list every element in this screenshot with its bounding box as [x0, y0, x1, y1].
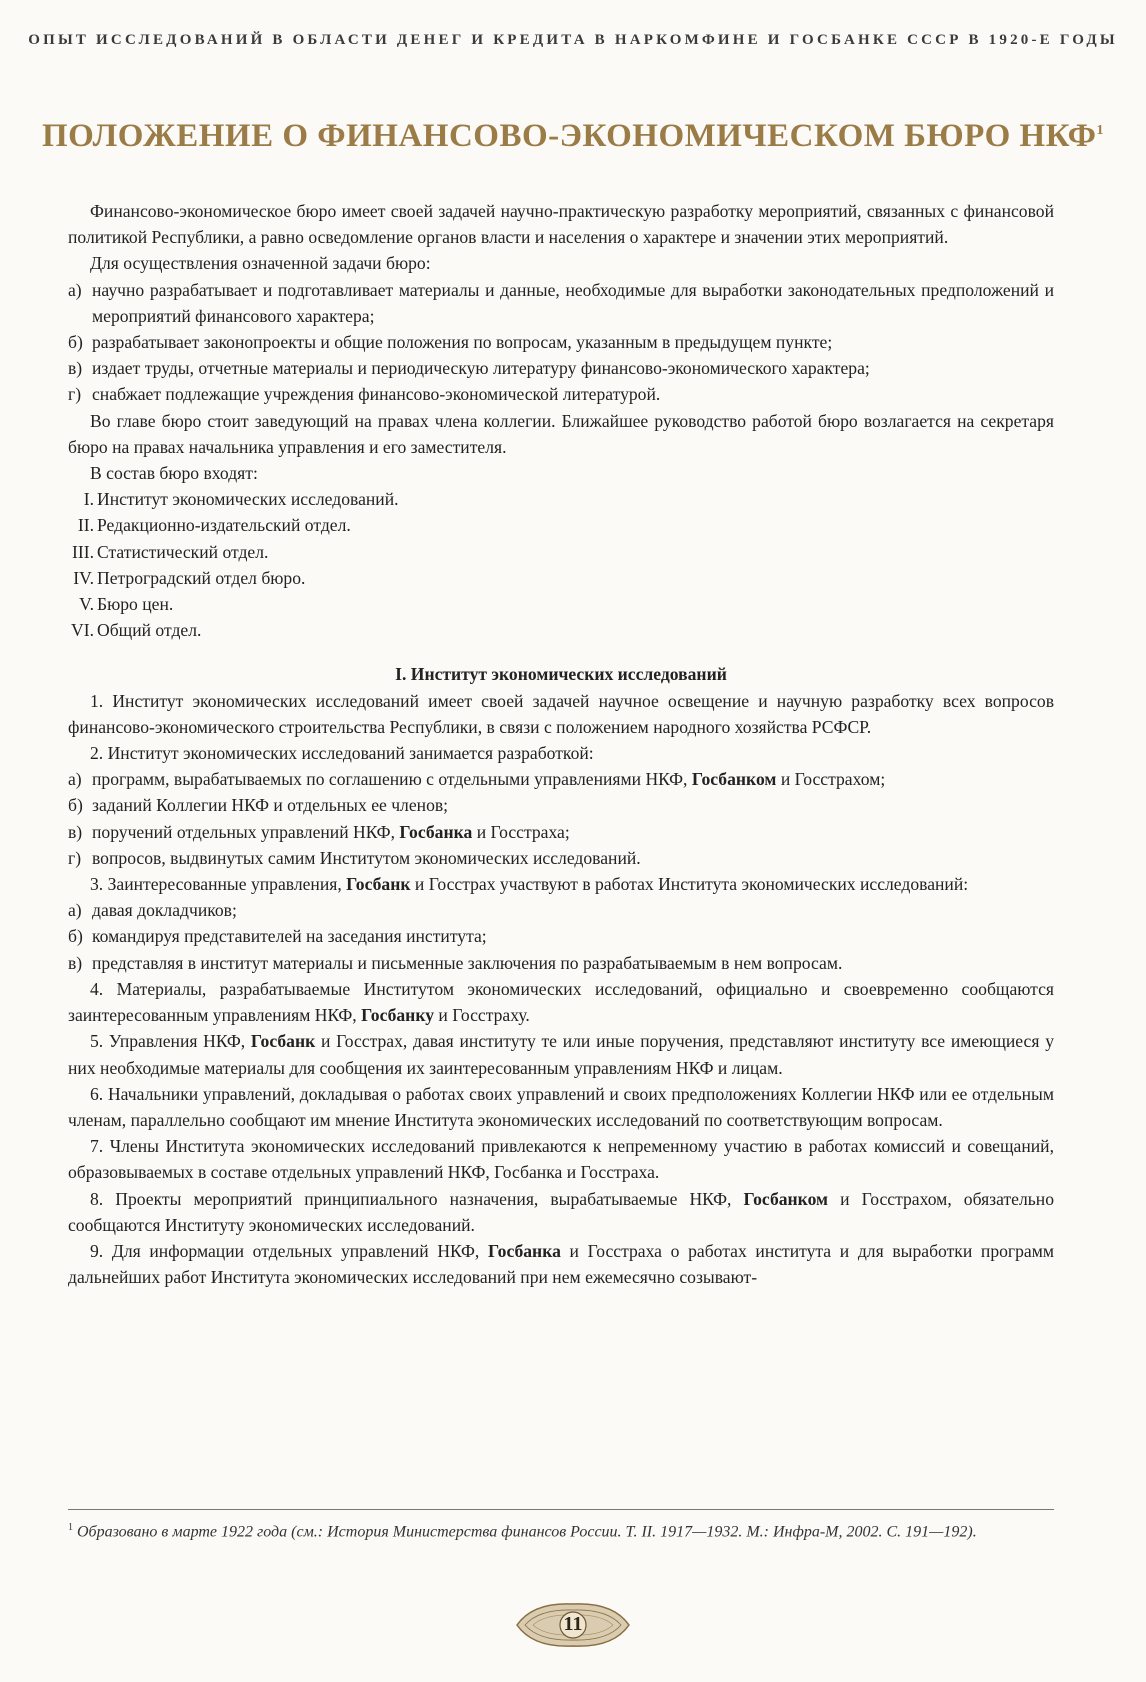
bold-term: Госбанком [743, 1188, 829, 1209]
intro-list-item [68, 329, 1054, 355]
bold-term: Госбанка [488, 1240, 561, 1261]
department-item [68, 486, 1054, 512]
section-list-item [68, 766, 1054, 792]
list-label: б) [68, 926, 83, 947]
list-text: и Госстраха; [476, 821, 570, 842]
department-number: V. [79, 594, 94, 615]
section-paragraph-7: 7. Члены Института экономических исследований привлекаются к непременному участию в работах комиссий и совещаний, образовываемых в составе отдельных управлений НКФ, Госбанка и Госстраха. [68, 1136, 1054, 1183]
intro-list-item [68, 381, 1054, 407]
list-text: командируя представителей на заседания института; [92, 926, 487, 947]
text-run: 9. Для информации отдельных управлений НКФ, [90, 1240, 480, 1261]
list-label: в) [68, 358, 83, 379]
list-text: разрабатывает законопроекты и общие положения по вопросам, указанным в предыдущем пункте; [92, 332, 833, 353]
list-text: поручений отдельных управлений НКФ, [92, 821, 395, 842]
title-text: ПОЛОЖЕНИЕ О ФИНАНСОВО-ЭКОНОМИЧЕСКОМ БЮРО НКФ [41, 118, 1097, 154]
intro-paragraph-4: В состав бюро входят: [90, 463, 258, 484]
department-number: VI. [71, 620, 94, 641]
text-run: и Госстраха о работах института и для выработки программ дальнейших работ Института экономических исследований при нем ежемесячно созывают- [68, 1240, 1055, 1288]
section-heading: I. Институт экономических исследований [395, 664, 727, 685]
department-number: IV. [73, 567, 94, 588]
list-label: г) [68, 384, 82, 405]
department-text: Статистический отдел. [97, 541, 269, 562]
list-label: а) [68, 769, 82, 790]
bold-term: Госбанка [399, 821, 473, 842]
list-text: научно разрабатывает и подготавливает материалы и данные, необходимые для выработки законодательных предположений и мероприятий финансового характера; [92, 279, 1054, 326]
footnote [68, 1516, 1054, 1544]
document-body [68, 198, 1054, 1290]
text-run: и Госстрах участвуют в работах Института экономических исследований: [414, 874, 969, 895]
intro-list-item [68, 277, 1054, 329]
bold-term: Госбанк [250, 1031, 316, 1052]
section-paragraph-8 [68, 1186, 1054, 1238]
list-text: давая докладчиков; [92, 900, 237, 921]
department-text: Бюро цен. [97, 594, 174, 615]
department-item [68, 512, 1054, 538]
department-item [68, 591, 1054, 617]
page-title [0, 118, 1146, 155]
text-run: и Госстрах, давая институту те или иные поручения, представляют институту все имеющиеся у них необходимые материалы для сообщения их заинтересованным управлениям НКФ и лицам. [68, 1031, 1054, 1078]
page-number: 11 [563, 1613, 583, 1635]
section-paragraph-5 [68, 1028, 1054, 1080]
list-label: б) [68, 332, 83, 353]
section-list-item [68, 819, 1054, 845]
text-run: 8. Проекты мероприятий принципиального назначения, вырабатываемые НКФ, [90, 1188, 732, 1209]
list-label: в) [68, 821, 83, 842]
department-text: Общий отдел. [97, 620, 202, 641]
text-run: 4. Материалы, разрабатываемые Институтом экономических исследований, официально и своевременно сообщаются заинтересованным управлениям НКФ, [68, 978, 1054, 1026]
text-run: и Госстраху. [438, 1005, 530, 1026]
list-text: снабжает подлежащие учреждения финансово-экономической литературой. [92, 384, 661, 405]
list-text: издает труды, отчетные материалы и периодическую литературу финансово-экономического характера; [92, 358, 870, 379]
footnote-mark: 1 [68, 1522, 73, 1533]
list-text: заданий Коллегии НКФ и отдельных ее членов; [92, 795, 449, 816]
text-run: и Госстрахом, обязательно сообщаются Институту экономических исследований. [68, 1188, 1054, 1235]
section-paragraph-4 [68, 976, 1054, 1028]
section-list-item [68, 897, 1054, 923]
department-text: Редакционно-издательский отдел. [97, 515, 351, 536]
section-paragraph-3 [68, 871, 1054, 897]
section-paragraph-6: 6. Начальники управлений, докладывая о работах своих управлений и своих предположениях Коллегии НКФ или ее отдельным членам, параллельно сообщают им мнение Института экономических исследований по соответствующим вопросам. [68, 1083, 1054, 1130]
section-list-item [68, 845, 1054, 871]
department-text: Петроградский отдел бюро. [97, 567, 306, 588]
text-run: 3. Заинтересованные управления, [90, 874, 342, 895]
intro-list-item [68, 355, 1054, 381]
page-number-ornament [513, 1600, 633, 1650]
bold-term: Госбанк [346, 874, 411, 895]
bold-term: Госбанку [361, 1005, 435, 1026]
list-text: программ, вырабатываемых по соглашению с отдельными управлениями НКФ, [92, 769, 688, 790]
department-number: II. [77, 515, 94, 536]
department-item [68, 565, 1054, 591]
list-label: в) [68, 952, 83, 973]
running-head: ОПЫТ ИССЛЕДОВАНИЙ В ОБЛАСТИ ДЕНЕГ И КРЕДИТА В НАРКОМФИНЕ И ГОСБАНКЕ СССР В 1920-Е ГОДЫ [28, 32, 1118, 48]
list-label: г) [68, 847, 82, 868]
section-list-item [68, 923, 1054, 949]
section-paragraph-9 [68, 1238, 1054, 1290]
department-item [68, 617, 1054, 643]
intro-paragraph-3: Во главе бюро стоит заведующий на правах члена коллегии. Ближайшее руководство работой бюро возлагается на секретаря бюро на правах начальника управления и его заместителя. [68, 410, 1054, 457]
department-text: Институт экономических исследований. [97, 489, 399, 510]
department-item [68, 539, 1054, 565]
title-footnote-mark[interactable]: 1 [1096, 123, 1105, 138]
section-paragraph-1: 1. Институт экономических исследований имеет своей задачей научное освещение и научную разработку всех вопросов финансово-экономического строительства Республики, в связи с положением народного хозяйства РСФСР. [68, 690, 1054, 737]
list-text: представляя в институт материалы и письменные заключения по разрабатываемым в нем вопросам. [92, 952, 843, 973]
intro-paragraph-1: Финансово-экономическое бюро имеет своей задачей научно-практическую разработку мероприятий, связанных с финансовой политикой Республики, а равно осведомление органов власти и населения о характере и значении этих мероприятий. [68, 201, 1054, 248]
department-number: I. [83, 489, 94, 510]
section-list-item [68, 950, 1054, 976]
list-text: вопросов, выдвинутых самим Институтом экономических исследований. [92, 847, 641, 868]
bold-term: Госбанком [691, 769, 777, 790]
section-list-item [68, 792, 1054, 818]
list-label: а) [68, 279, 82, 300]
list-text: и Госстрахом; [780, 769, 886, 790]
intro-paragraph-2: Для осуществления означенной задачи бюро: [90, 253, 431, 274]
department-number: III. [72, 541, 94, 562]
footnote-text: Образовано в марте 1922 года (см.: История Министерства финансов России. Т. II. 1917—1932. М.: Инфра-М, 2002. С. 191—192). [77, 1523, 977, 1541]
list-label: б) [68, 795, 83, 816]
list-label: а) [68, 900, 82, 921]
section-paragraph-2: 2. Институт экономических исследований занимается разработкой: [90, 743, 594, 764]
footnote-divider [68, 1509, 1054, 1510]
text-run: 5. Управления НКФ, [90, 1031, 246, 1052]
